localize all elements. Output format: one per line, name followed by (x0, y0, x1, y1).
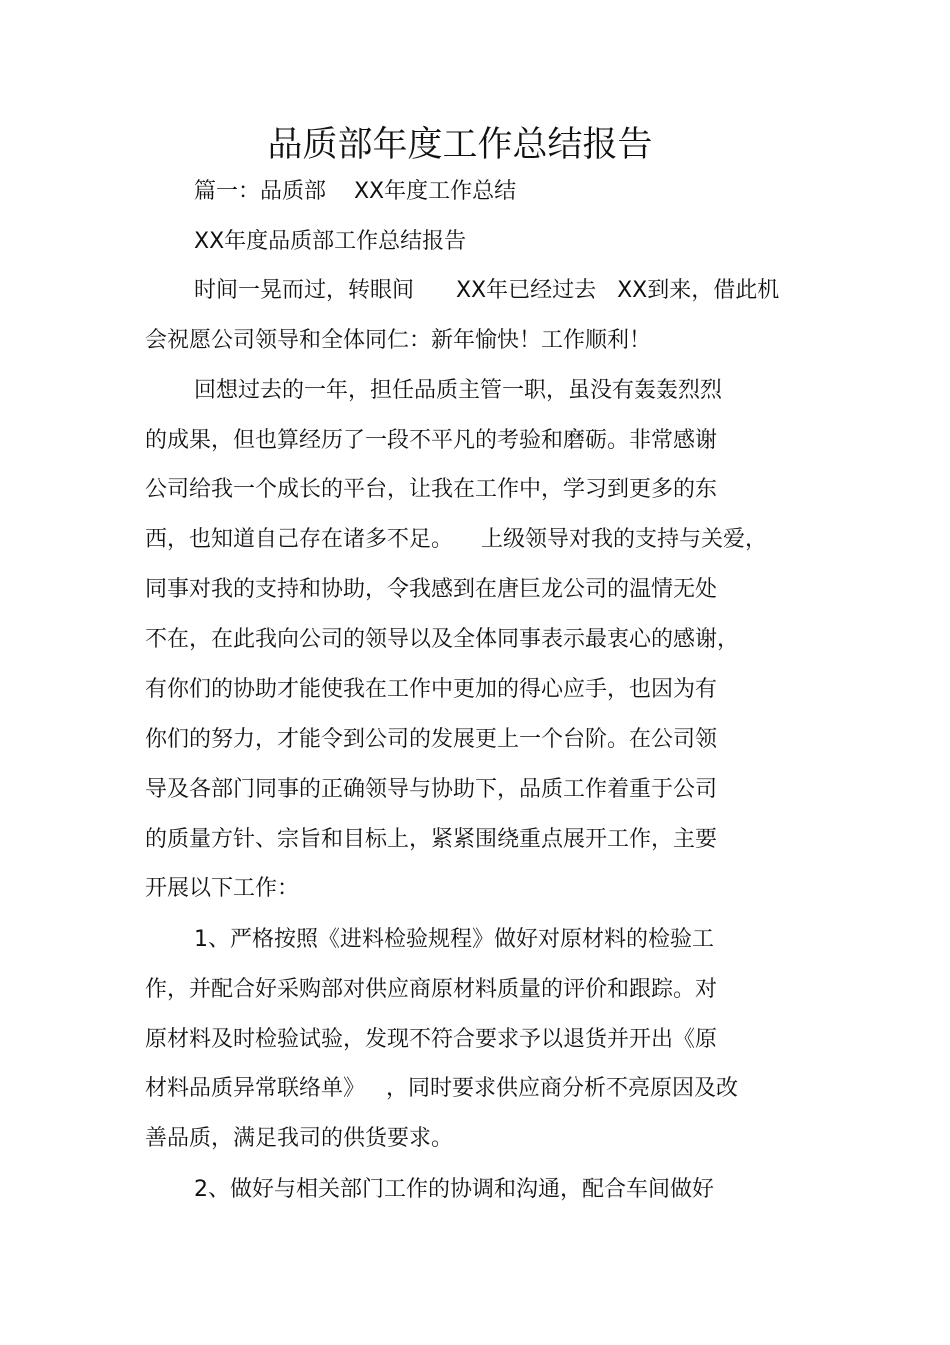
text-line: 开展以下工作： (145, 876, 300, 901)
text-line: 公司给我一个成长的平台，让我在工作中，学习到更多的东 (145, 477, 718, 502)
text-line: 回想过去的一年，担任品质主管一职，虽没有轰轰烈烈 (194, 378, 723, 403)
text-line: 会祝愿公司领导和全体同仁：新年愉快！工作顺利！ (145, 328, 652, 353)
text-line: 不在，在此我向公司的领导以及全体同事表示最衷心的感谢， (145, 627, 740, 652)
text-line: 1、严格按照《进料检验规程》做好对原材料的检验工 (194, 927, 714, 952)
document-title: 品质部年度工作总结报告 (267, 125, 653, 165)
text-line: 的成果，但也算经历了一段不平凡的考验和磨砺。非常感谢 (145, 428, 718, 453)
text-line: 导及各部门同事的正确领导与协助下，品质工作着重于公司 (145, 777, 718, 802)
text-line: 有你们的协助才能使我在工作中更加的得心应手，也因为有 (145, 677, 718, 702)
text-line: 材料品质异常联络单》 ，同时要求供应商分析不亮原因及改 (145, 1076, 738, 1101)
text-line: XX年度品质部工作总结报告 (194, 229, 467, 254)
text-line: 时间一晃而过，转眼间 XX年已经过去 XX到来，借此机 (194, 278, 780, 303)
text-line: 原材料及时检验试验，发现不符合要求予以退货并开出《原 (145, 1027, 718, 1052)
text-line: 的质量方针、宗旨和目标上，紧紧围绕重点展开工作，主要 (145, 827, 718, 852)
text-line: 善品质，满足我司的供货要求。 (145, 1126, 454, 1151)
text-line: 西，也知道自己存在诸多不足。 上级领导对我的支持与关爱， (145, 527, 767, 552)
text-line: 同事对我的支持和协助，令我感到在唐巨龙公司的温情无处 (145, 577, 718, 602)
text-line: 2、做好与相关部门工作的协调和沟通，配合车间做好 (194, 1177, 714, 1202)
text-line: 你们的努力，才能令到公司的发展更上一个台阶。在公司领 (145, 727, 718, 752)
text-line: 篇一：品质部 XX年度工作总结 (194, 179, 517, 204)
text-line: 作，并配合好采购部对供应商原材料质量的评价和跟踪。对 (145, 977, 718, 1002)
